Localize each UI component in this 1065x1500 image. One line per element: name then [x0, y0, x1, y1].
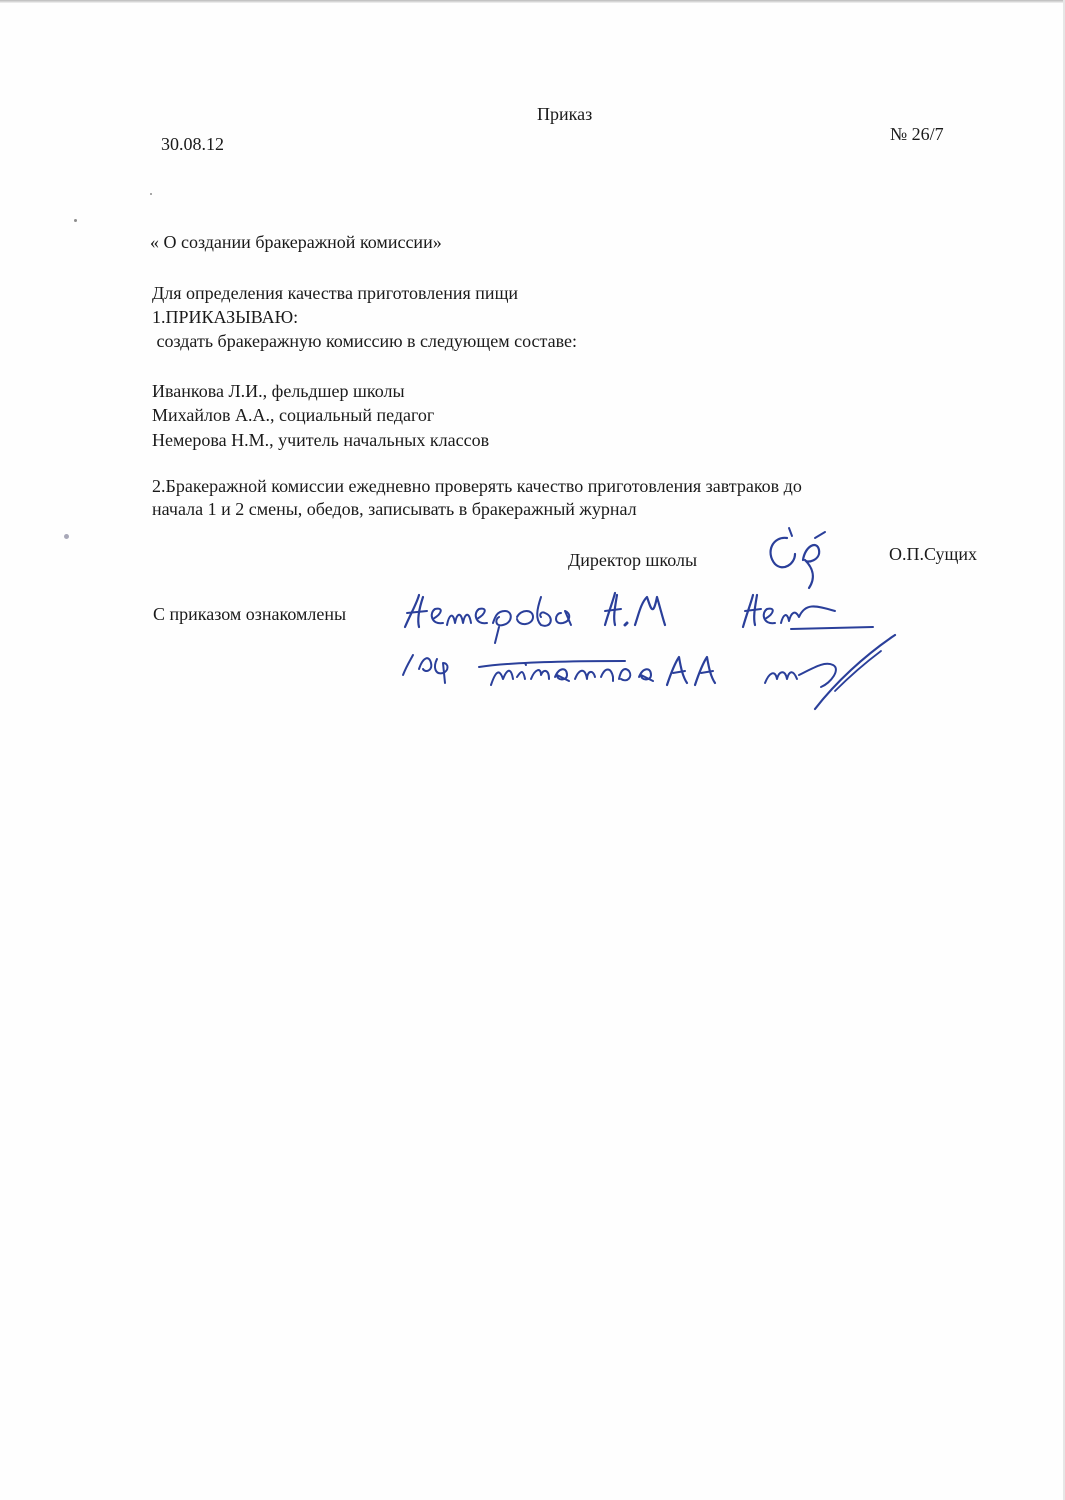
order-item-2-line-2: начала 1 и 2 смены, обедов, записывать в бракеражный журнал	[152, 499, 637, 519]
order-subject: « О создании бракеражной комиссии»	[150, 232, 442, 252]
order-number: № 26/7	[890, 124, 944, 144]
document-heading: Приказ	[537, 104, 593, 124]
scan-edge-top	[0, 0, 1065, 3]
member-line: Михайлов А.А., социальный педагог	[152, 405, 435, 425]
acknowledged-label: С приказом ознакомлены	[153, 604, 347, 624]
director-title: Директор школы	[568, 550, 698, 570]
director-name: О.П.Сущих	[889, 544, 978, 564]
order-item-2-line-1: 2.Бракеражной комиссии ежедневно проверять качество приготовления завтраков до	[152, 476, 802, 496]
order-date: 30.08.12	[161, 134, 224, 154]
order-item-1: 1.ПРИКАЗЫВАЮ:	[152, 307, 299, 327]
scan-speck	[74, 219, 77, 222]
member-line: Немерова Н.М., учитель начальных классов	[152, 430, 490, 450]
scan-speck	[150, 193, 152, 195]
member-line: Иванкова Л.И., фельдшер школы	[152, 381, 405, 401]
order-item-1-text: создать бракеражную комиссию в следующем составе:	[152, 331, 577, 351]
order-intro: Для определения качества приготовления пищи	[152, 283, 519, 303]
acknowledgement-handwriting	[395, 583, 905, 713]
scan-speck	[64, 534, 69, 539]
